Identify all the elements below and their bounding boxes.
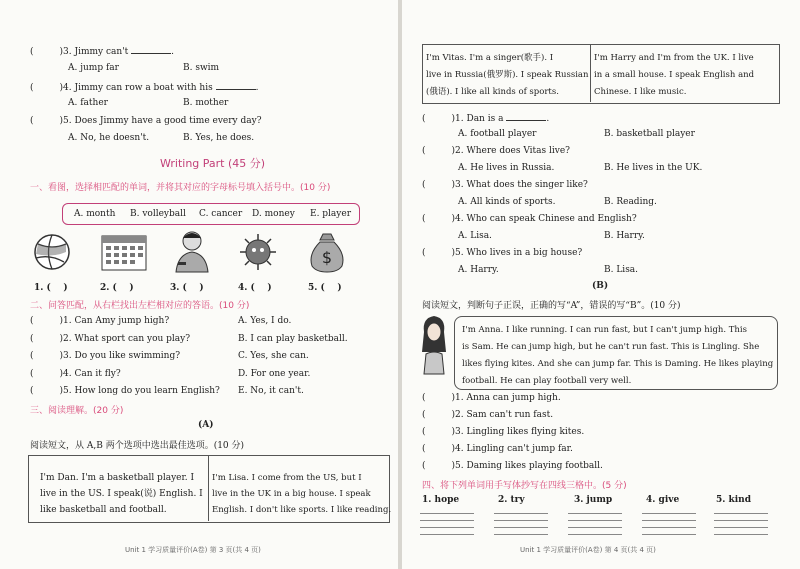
- writing-lines[interactable]: [568, 507, 622, 535]
- calendar-icon: [100, 232, 148, 272]
- harry-passage: I'm Harry and I'm from the UK. I live in a small house. I speak English and Chinese. I like music.: [594, 53, 755, 97]
- option-b: B. Reading.: [604, 197, 657, 207]
- option-b: B. mother: [183, 98, 229, 108]
- reading-question-2: ( )2. Where does Vitas live?: [422, 146, 570, 156]
- word-option: D. money: [252, 209, 295, 219]
- option-b: B. basketball player: [604, 129, 695, 139]
- page-footer: Unit 1 学习质量评价(A卷) 第 4 页(共 4 页): [520, 546, 656, 554]
- tf-question-3: ( )3. Lingling likes flying kites.: [422, 427, 585, 437]
- section-b-instruction: 阅读短文，判断句子正误，正确的写“A”，错误的写“B”。(10 分): [422, 301, 681, 311]
- option-a: A. father: [68, 98, 108, 108]
- question-3: ( )3. Jimmy can't .: [30, 47, 175, 57]
- page-footer: Unit 1 学习质量评价(A卷) 第 3 页(共 4 页): [125, 546, 261, 554]
- writing-lines[interactable]: [714, 507, 768, 535]
- left-page: [0, 0, 398, 569]
- match-answer: E. No, it can't.: [238, 386, 304, 396]
- reading-question-4: ( )4. Who can speak Chinese and English?: [422, 214, 637, 224]
- section-b-label: (B): [592, 281, 609, 291]
- copy-word: 1. hope: [422, 495, 460, 505]
- option-a: A. football player: [458, 129, 537, 139]
- part3-title: 三、阅读理解。(20 分): [30, 406, 124, 416]
- picture-3-answer[interactable]: 3. ( ): [170, 283, 204, 293]
- dan-passage: I'm Dan. I'm a basketball player. I live in the US. I speak(说) English. I like basketball and football.: [40, 473, 203, 515]
- section-a-instruction: 阅读短文，从 A,B 两个选项中选出最佳选项。(10 分): [30, 441, 245, 451]
- option-b: B. Lisa.: [604, 265, 639, 275]
- word-option: B. volleyball: [130, 209, 186, 219]
- question-4: ( )4. Jimmy can row a boat with his .: [30, 83, 259, 93]
- word-option: A. month: [74, 209, 116, 219]
- table-divider: [208, 455, 209, 521]
- money-bag-icon: [304, 230, 350, 274]
- picture-5-answer[interactable]: 5. ( ): [308, 283, 342, 293]
- option-b: B. Harry.: [604, 231, 645, 241]
- volleyball-icon: [30, 232, 74, 272]
- tf-question-1: ( )1. Anna can jump high.: [422, 393, 561, 403]
- writing-part-title: Writing Part (45 分): [160, 157, 266, 170]
- tf-question-2: ( )2. Sam can't run fast.: [422, 410, 554, 420]
- table-divider: [590, 44, 591, 102]
- match-row: ( )3. Do you like swimming?: [30, 351, 181, 361]
- writing-lines[interactable]: [494, 507, 548, 535]
- svg-text:$: $: [321, 248, 333, 267]
- question-5: ( )5. Does Jimmy have a good time every day?: [30, 116, 262, 126]
- match-answer: D. For one year.: [238, 369, 311, 379]
- option-a: A. jump far: [68, 63, 119, 73]
- vitas-passage: I'm Vitas. I'm a singer(歌手). I live in Russia(俄罗斯). I speak Russian (俄语). I like all kinds of sports.: [426, 53, 589, 97]
- word-option: E. player: [310, 209, 352, 219]
- option-a: A. All kinds of sports.: [458, 197, 556, 207]
- part1-title: 一、看图，选择相匹配的单词，并将其对应的字母标号填入括号中。(10 分): [30, 183, 331, 193]
- girl-anna-icon: [418, 312, 450, 378]
- writing-lines[interactable]: [420, 507, 474, 535]
- part2-title: 二、问答匹配，从右栏找出左栏相对应的答语。(10 分): [30, 301, 250, 311]
- picture-2-answer[interactable]: 2. ( ): [100, 283, 134, 293]
- answer-blank[interactable]: [216, 81, 256, 90]
- match-row: ( )1. Can Amy jump high?: [30, 316, 170, 326]
- option-a: A. He lives in Russia.: [458, 163, 555, 173]
- writing-lines[interactable]: [642, 507, 696, 535]
- copy-word: 2. try: [498, 495, 525, 505]
- option-b: B. swim: [183, 63, 220, 73]
- option-b: B. He lives in the UK.: [604, 163, 703, 173]
- section-a-label: (A): [198, 420, 214, 430]
- tf-question-4: ( )4. Lingling can't jump far.: [422, 444, 573, 454]
- match-answer: B. I can play basketball.: [238, 334, 348, 344]
- word-option: C. cancer: [199, 209, 243, 219]
- reading-question-5: ( )5. Who lives in a big house?: [422, 248, 583, 258]
- copy-word: 5. kind: [716, 495, 752, 505]
- reading-question-1: ( )1. Dan is a .: [422, 114, 550, 124]
- picture-1-answer[interactable]: 1. ( ): [34, 283, 68, 293]
- answer-blank[interactable]: [506, 112, 546, 121]
- match-answer: A. Yes, I do.: [238, 316, 292, 326]
- copy-word: 3. jump: [574, 495, 613, 505]
- option-a: A. Harry.: [458, 265, 499, 275]
- option-b: B. Yes, he does.: [183, 133, 255, 143]
- right-page: [402, 0, 800, 569]
- match-row: ( )4. Can it fly?: [30, 369, 121, 379]
- option-a: A. Lisa.: [458, 231, 492, 241]
- answer-blank[interactable]: [131, 45, 171, 54]
- copy-word: 4. give: [646, 495, 680, 505]
- reading-question-3: ( )3. What does the singer like?: [422, 180, 588, 190]
- tf-question-5: ( )5. Daming likes playing football.: [422, 461, 603, 471]
- option-a: A. No, he doesn't.: [68, 133, 150, 143]
- lisa-passage: I'm Lisa. I come from the US, but I live in the UK in a big house. I speak English. I don't like sports. I like reading.: [212, 473, 392, 515]
- match-row: ( )5. How long do you learn English?: [30, 386, 220, 396]
- player-icon: [170, 228, 214, 274]
- picture-4-answer[interactable]: 4. ( ): [238, 283, 272, 293]
- match-answer: C. Yes, she can.: [238, 351, 309, 361]
- anna-passage: I'm Anna. I like running. I can run fast, but I can't jump high. This is Sam. He can jump high, but he can't run fast. This is Lingling. She likes flying kites. And she can jump far. This is Daming. He likes playing football. He can play football very well.: [462, 325, 774, 386]
- cancer-virus-icon: [236, 230, 280, 272]
- match-row: ( )2. What sport can you play?: [30, 334, 191, 344]
- part4-title: 四、将下列单词用手写体抄写在四线三格中。(5 分): [422, 481, 627, 491]
